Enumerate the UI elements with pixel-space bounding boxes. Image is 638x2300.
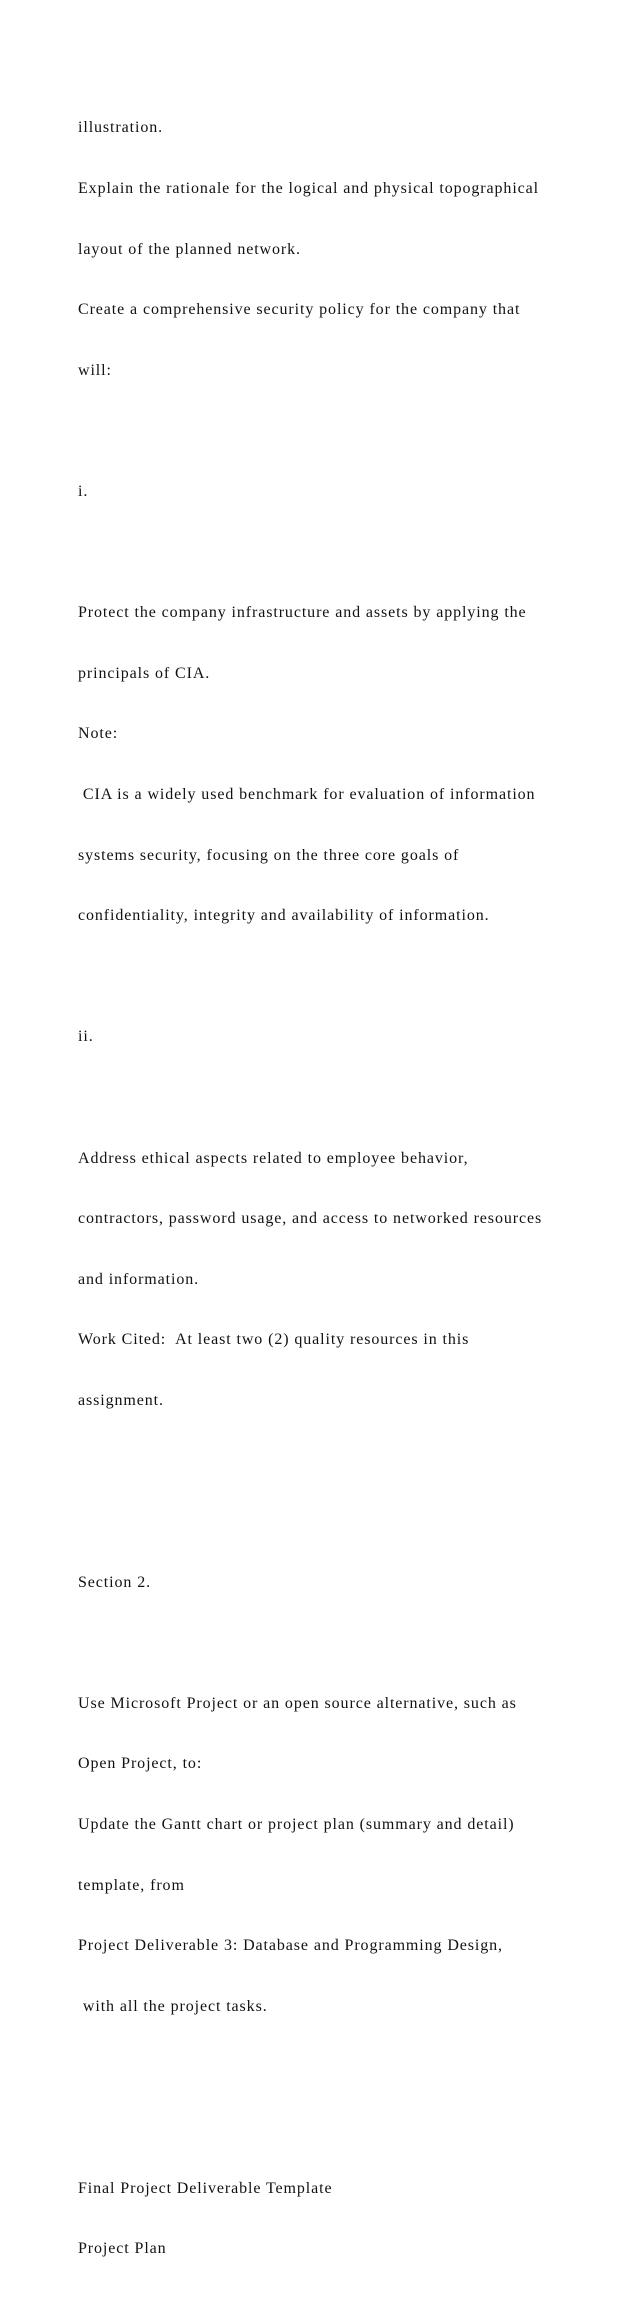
section-heading: Section 2. — [78, 1573, 151, 1591]
blank-line — [78, 967, 598, 987]
blank-line — [78, 2118, 598, 2138]
list-marker-i: i. — [78, 482, 89, 500]
text-line: Project Plan — [78, 2240, 167, 2258]
blank-line — [78, 1451, 598, 1471]
blank-line — [78, 2057, 598, 2077]
text-line: Note: — [78, 725, 119, 743]
blank-line — [78, 543, 598, 563]
blank-line — [78, 421, 598, 441]
text-line: layout of the planned network. — [78, 240, 301, 258]
text-line: and information. — [78, 1270, 200, 1288]
text-line: with all the project tasks. — [78, 1997, 268, 2015]
text-line: Explain the rationale for the logical and physical topographical — [78, 180, 540, 197]
text-line: systems security, focusing on the three core goals of — [78, 846, 460, 864]
blank-line — [78, 1512, 598, 1532]
text-line: Final Project Deliverable Template — [78, 2179, 333, 2197]
text-line: assignment. — [78, 1391, 164, 1409]
text-line: Protect the company infrastructure and assets by applying the — [78, 604, 527, 622]
text-line: Work Cited: At least two (2) quality resources in this — [78, 1331, 470, 1349]
document-body — [78, 78, 598, 2300]
text-line: Project Deliverable 3: Database and Programming Design, — [78, 1937, 503, 1955]
text-line: will: — [78, 361, 112, 379]
text-line: Address ethical aspects related to employee behavior, — [78, 1149, 469, 1167]
text-line: Update the Gantt chart or project plan (summary and detail) — [78, 1816, 515, 1834]
text-line: principals of CIA. — [78, 664, 211, 682]
text-line: Open Project, to: — [78, 1755, 203, 1773]
text-line: CIA is a widely used benchmark for evaluation of information — [78, 785, 536, 803]
list-marker-ii: ii. — [78, 1028, 94, 1046]
text-line: confidentiality, integrity and availability of information. — [78, 907, 490, 925]
text-line: Create a comprehensive security policy for the company that — [78, 301, 521, 319]
text-line: Use Microsoft Project or an open source alternative, such as — [78, 1694, 517, 1712]
text-line: template, from — [78, 1876, 185, 1894]
blank-line — [78, 1088, 598, 1108]
blank-line — [78, 1633, 598, 1653]
text-line: contractors, password usage, and access to networked resources — [78, 1210, 543, 1228]
text-line: illustration. — [78, 119, 164, 137]
